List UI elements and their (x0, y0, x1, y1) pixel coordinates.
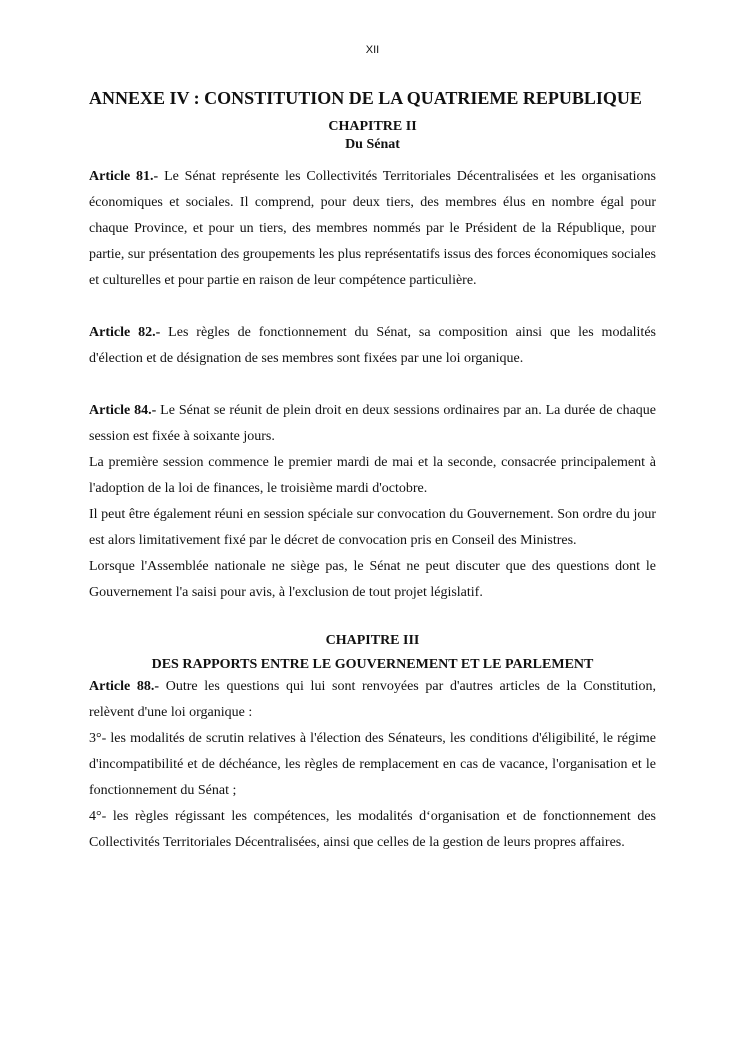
article-84 (89, 398, 656, 450)
document-body (89, 86, 656, 856)
annex-title: ANNEXE IV : CONSTITUTION DE LA QUATRIEME REPUBLIQUE (89, 88, 642, 108)
page-number: XII (365, 44, 380, 56)
article-84-paragraph-3: Il peut être également réuni en session spéciale sur convocation du Gouvernement. Son ordre du jour est alors limitativement fixé par le décret de convocation pris en Conseil des Ministres. (89, 507, 656, 548)
chapter-3-subtitle: DES RAPPORTS ENTRE LE GOUVERNEMENT ET LE PARLEMENT (151, 657, 594, 672)
article-88-label: Article 88.- (89, 679, 160, 694)
article-88-item-3: 3°- les modalités de scrutin relatives à l'élection des Sénateurs, les conditions d'éligibilité, le régime d'incompatibilité et de déchéance, les règles de remplacement en cas de vacance, l'organisation et le fonctionnement du Sénat ; (89, 731, 656, 798)
article-84-paragraph-4: Lorsque l'Assemblée nationale ne siège pas, le Sénat ne peut discuter que des questions dont le Gouvernement l'a saisi pour avis, à l'exclusion de tout projet législatif. (89, 559, 656, 600)
article-82 (89, 320, 656, 372)
chapter-2-subtitle: Du Sénat (345, 137, 400, 152)
article-82-label: Article 82.- (89, 325, 161, 340)
article-84-label: Article 84.- (89, 403, 157, 418)
chapter-2-heading: CHAPITRE II (328, 119, 417, 134)
article-88-text: Outre les questions qui lui sont renvoyées par d'autres articles de la Constitution, relèvent d'une loi organique : (89, 679, 657, 720)
article-81 (89, 164, 656, 294)
chapter-3-heading: CHAPITRE III (325, 633, 420, 648)
article-81-text: Le Sénat représente les Collectivités Territoriales Décentralisées et les organisations économiques et sociales. Il comprend, pour deux tiers, des membres élus en nombre égal pour chaque Province, et pour un tiers, des membres nommés par le Président de la République, pour partie, sur présentation des groupements les plus représentatifs issus des forces économiques sociales et culturelles et pour partie en raison de leur compétence particulière. (89, 169, 657, 288)
article-81-label: Article 81.- (89, 169, 159, 184)
article-84-paragraph-2: La première session commence le premier mardi de mai et la seconde, consacrée principalement à l'adoption de la loi de finances, le troisième mardi d'octobre. (89, 455, 656, 496)
article-84-text: Le Sénat se réunit de plein droit en deux sessions ordinaires par an. La durée de chaque session est fixée à soixante jours. (89, 403, 657, 444)
article-88 (89, 674, 656, 726)
article-88-item-4: 4°- les règles régissant les compétences, les modalités d‘organisation et de fonctionnement des Collectivités Territoriales Décentralisées, ainsi que celles de la gestion de leurs propres affaires. (89, 809, 656, 850)
article-82-text: Les règles de fonctionnement du Sénat, sa composition ainsi que les modalités d'élection et de désignation de ses membres sont fixées par une loi organique. (89, 325, 656, 366)
